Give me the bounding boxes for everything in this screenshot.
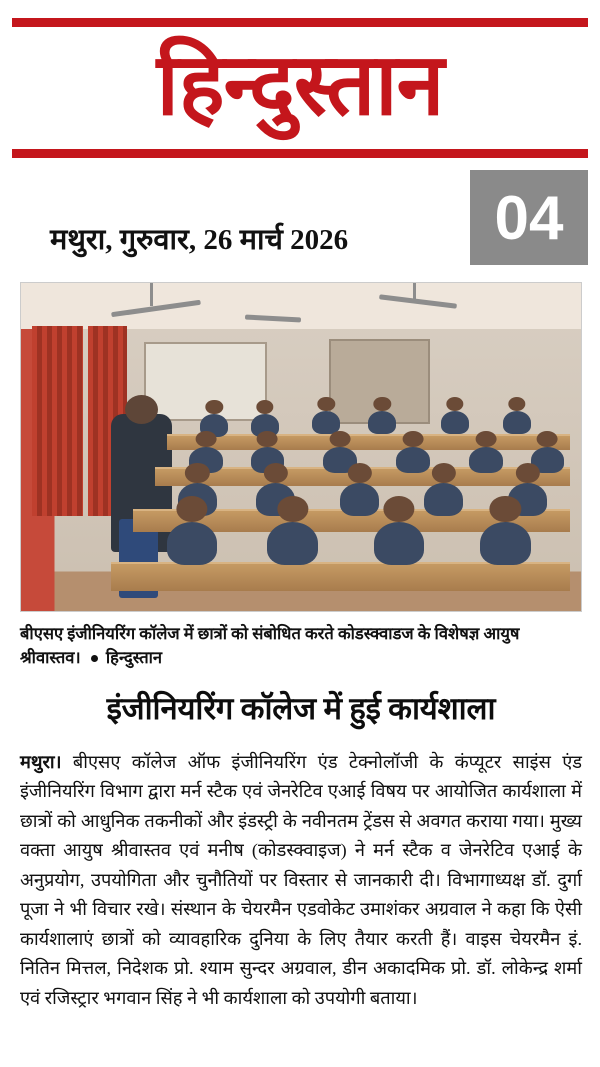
student-figure bbox=[424, 483, 463, 516]
article-body bbox=[20, 748, 582, 1013]
article-body-text: बीएसए कॉलेज ऑफ इंजीनियरिंग एंड टेक्नोलॉजी के कंप्यूटर साइंस एंड इंजीनियरिंग विभाग द्वारा मर्न स्टैक एवं जेनरेटिव एआई विषय पर आयोजित कार्यशाला में छात्रों को आधुनिक तकनीकों और इंडस्ट्री के नवीनतम ट्रेंडस से अवगत कराया गया। मुख्य वक्ता आयुष श्रीवास्तव एवं मनीष (कोडस्क्वाइज) ने मर्न स्टैक व जेनरेटिव एआई के अनुप्रयोग, उपयोगिता और चुनौतियों पर विस्तार से जानकारी दी। विभागाध्यक्ष डॉ. दुर्गा पूजा ने भी विचार रखे। संस्थान के चेयरमैन एडवोकेट उमाशंकर अग्रवाल ने कहा कि ऐसी कार्यशालाएं छात्रों को व्यावहारिक दुनिया के लिए तैयार करती हैं। वाइस चेयरमैन इं. नितिन मित्तल, निदेशक प्रो. श्याम सुन्दर अग्रवाल, डीन अकादमिक प्रो. डॉ. लोकेन्द्र शर्मा एवं रजिस्ट्रार भगवान सिंह ने भी कार्यशाला को उपयोगी बताया। bbox=[20, 752, 583, 1008]
page-number: 04 bbox=[494, 184, 564, 253]
student-head bbox=[403, 431, 424, 447]
desk-row-1 bbox=[167, 434, 570, 450]
curtain-left bbox=[32, 326, 82, 516]
photo-caption-text: बीएसए इंजीनियरिंग कॉलेज में छात्रों को संबोधित करते कोडस्क्वाडज के विशेषज्ञ आयुष श्रीवास्तव। bbox=[20, 624, 520, 667]
student-head bbox=[446, 397, 463, 411]
photo-caption bbox=[20, 622, 582, 670]
student-head bbox=[537, 431, 558, 447]
student-head bbox=[475, 431, 496, 447]
student-figure bbox=[374, 522, 424, 565]
dateline-text: मथुरा, गुरुवार, 26 मार्च 2026 bbox=[50, 224, 349, 256]
bullet-icon bbox=[91, 655, 98, 662]
student-head bbox=[256, 400, 273, 414]
article-photo bbox=[20, 282, 582, 612]
student-figure bbox=[396, 447, 430, 473]
ceiling-fan-2 bbox=[379, 295, 457, 310]
ceiling-fan-1 bbox=[111, 300, 200, 317]
fan-rod-2 bbox=[413, 283, 416, 299]
student-head bbox=[257, 431, 278, 447]
student-figure bbox=[503, 411, 531, 434]
student-head bbox=[508, 397, 525, 411]
dateline-row bbox=[12, 170, 588, 268]
page-number-badge bbox=[470, 170, 588, 268]
student-figure bbox=[167, 522, 217, 565]
desk-row-4 bbox=[111, 562, 570, 592]
article-headline: इंजीनियरिंग कॉलेज में हुई कार्यशाला bbox=[106, 691, 496, 726]
dateline-rule bbox=[12, 265, 588, 268]
presenter-head bbox=[125, 395, 159, 425]
student-figure bbox=[480, 522, 530, 565]
student-figure bbox=[368, 411, 396, 434]
fan-rod-1 bbox=[150, 283, 153, 306]
masthead bbox=[12, 18, 588, 158]
student-figure bbox=[469, 447, 503, 473]
student-figure bbox=[340, 483, 379, 516]
ceiling-fan-3 bbox=[245, 314, 301, 322]
photo-credit: हिन्दुस्तान bbox=[105, 647, 163, 667]
photo-scene bbox=[21, 283, 581, 611]
student-head bbox=[195, 431, 216, 447]
student-figure bbox=[441, 411, 469, 434]
article-dateline-lead: मथुरा। bbox=[20, 752, 62, 772]
newspaper-title: हिन्दुस्तान bbox=[156, 37, 444, 133]
student-head bbox=[330, 431, 351, 447]
student-figure bbox=[267, 522, 317, 565]
